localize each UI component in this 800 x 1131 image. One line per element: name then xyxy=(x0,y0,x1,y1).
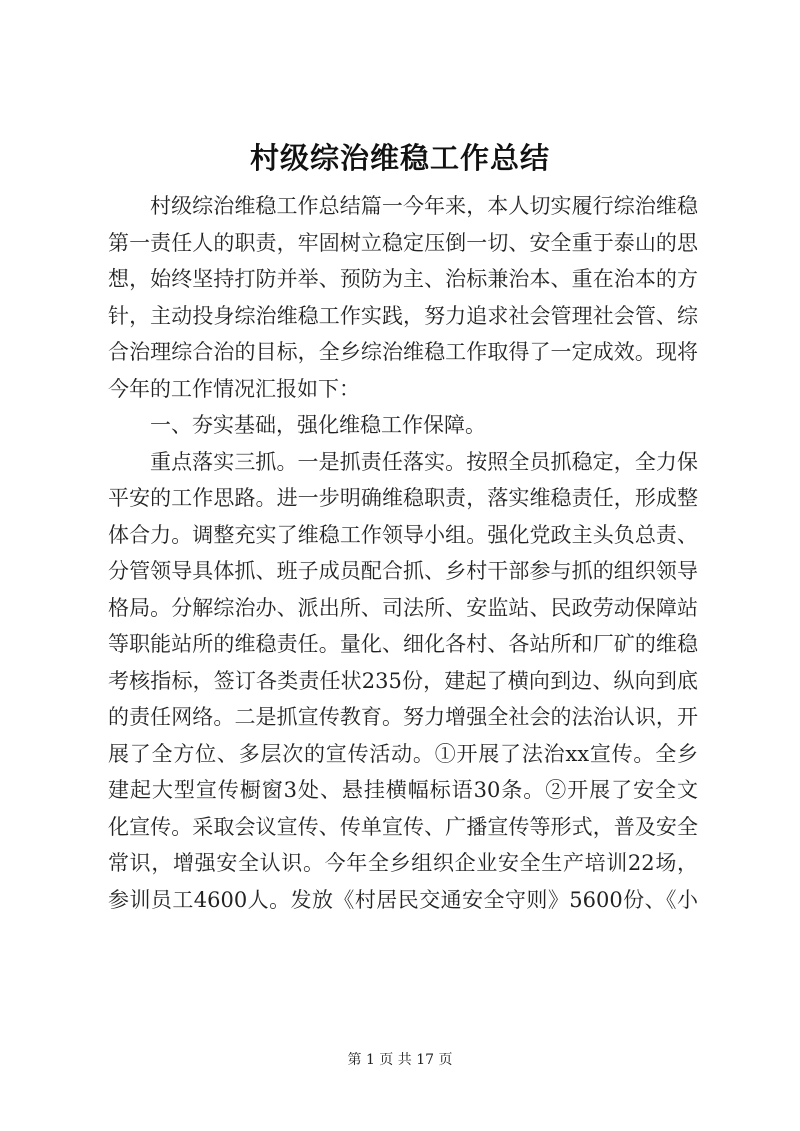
body-line: 第一责任人的职责，牢固树立稳定压倒一切、安全重于泰山的思 xyxy=(108,230,698,255)
section-heading: 一、夯实基础，强化维稳工作保障。 xyxy=(150,413,486,437)
body-line: 重点落实三抓。一是抓责任落实。按照全员抓稳定，全力保 xyxy=(150,449,698,474)
body-line: 建起大型宣传橱窗3处、悬挂横幅标语30条。②开展了安全文 xyxy=(108,778,698,802)
body-line: 想，始终坚持打防并举、预防为主、治标兼治本、重在治本的方 xyxy=(108,267,698,291)
page-footer: 第 1 页 共 17 页 xyxy=(347,1052,453,1068)
body-line: 针，主动投身综治维稳工作实践，努力追求社会管理社会管、综 xyxy=(108,303,698,328)
body-line: 常识，增强安全认识。今年全乡组织企业安全生产培训22场， xyxy=(108,851,698,875)
body-line: 等职能站所的维稳责任。量化、细化各村、各站所和厂矿的维稳 xyxy=(108,632,698,656)
body-line: 村级综治维稳工作总结篇一今年来，本人切实履行综治维稳 xyxy=(150,194,698,218)
body-line: 分管领导具体抓、班子成员配合抓、乡村干部参与抓的组织领导 xyxy=(108,559,698,583)
body-line: 合治理综合治的目标，全乡综治维稳工作取得了一定成效。现将 xyxy=(108,340,698,364)
document-title: 村级综治维稳工作总结 xyxy=(249,141,550,175)
body-line: 参训员工4600人。发放《村居民交通安全守则》5600份、《小 xyxy=(108,887,698,912)
body-line: 考核指标，签订各类责任状235份，建起了横向到边、纵向到底 xyxy=(108,668,698,693)
body-line: 展了全方位、多层次的宣传活动。①开展了法治xx宣传。全乡 xyxy=(108,741,698,766)
body-line: 今年的工作情况汇报如下： xyxy=(108,376,360,401)
document-body xyxy=(108,188,698,918)
body-line: 的责任网络。二是抓宣传教育。努力增强全社会的法治认识，开 xyxy=(108,705,698,729)
body-line: 格局。分解综治办、派出所、司法所、安监站、民政劳动保障站 xyxy=(108,595,698,620)
body-line: 化宣传。采取会议宣传、传单宣传、广播宣传等形式，普及安全 xyxy=(108,814,698,839)
body-line: 平安的工作思路。进一步明确维稳职责，落实维稳责任，形成整 xyxy=(108,486,698,510)
body-line: 体合力。调整充实了维稳工作领导小组。强化党政主头负总责、 xyxy=(108,522,698,547)
